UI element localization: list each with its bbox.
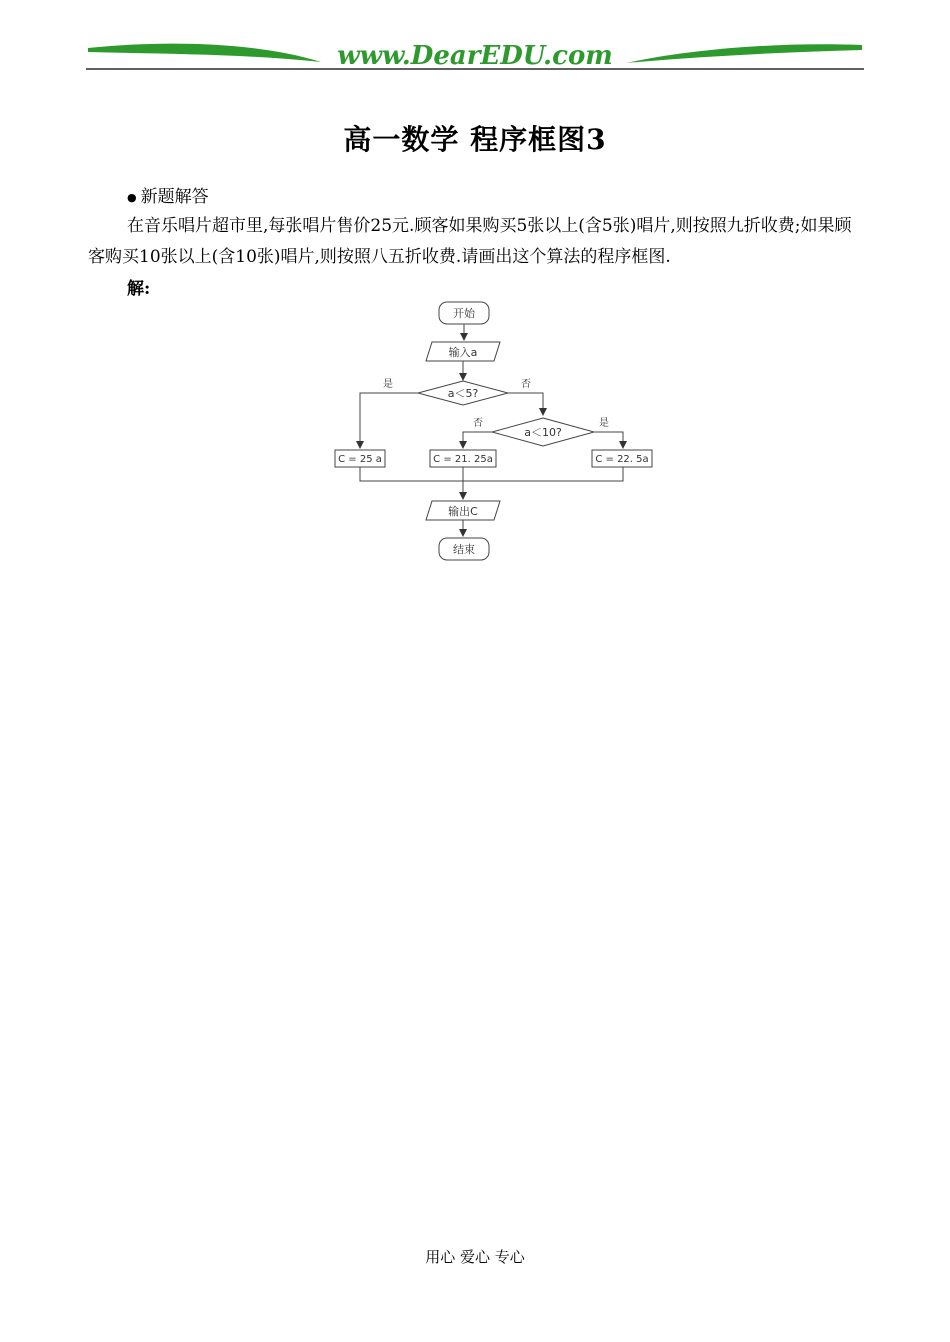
decision2-no-label: 否 [473,418,483,429]
decision1-yes-label: 是 [383,379,393,390]
decision1-no-label: 否 [521,379,531,390]
decision2-label: a＜10? [524,426,562,439]
bullet-icon: ● [127,191,137,204]
header-banner [86,36,864,72]
process2-label: C = 21. 25a [433,454,493,465]
output-label: 输出C [448,505,478,518]
flowchart [330,298,660,564]
page-footer: 用心 爱心 专心 [425,1248,525,1266]
problem-text: 在音乐唱片超市里,每张唱片售价25元.顾客如果购买5张以上(含5张)唱片,则按照九折收费;如果顾客购买10张以上(含10张)唱片,则按照八五折收费.请画出这个算法的程序框图. [88,216,852,267]
decision2-yes-label: 是 [599,418,609,429]
page-title: 高一数学 程序框图3 [343,123,607,156]
section-heading [127,182,209,207]
right-leaf-swoosh [626,44,862,63]
end-label: 结束 [453,543,475,556]
decision1-label: a＜5? [447,387,479,400]
site-logo-text: www.DearEDU.com [337,41,613,71]
start-label: 开始 [453,307,475,320]
solution-label: 解: [127,279,151,299]
input-label: 输入a [448,346,478,359]
left-leaf-swoosh [88,44,321,62]
process1-label: C = 25 a [338,454,382,465]
section-heading-text: 新题解答 [140,187,209,207]
process3-label: C = 22. 5a [595,454,649,465]
